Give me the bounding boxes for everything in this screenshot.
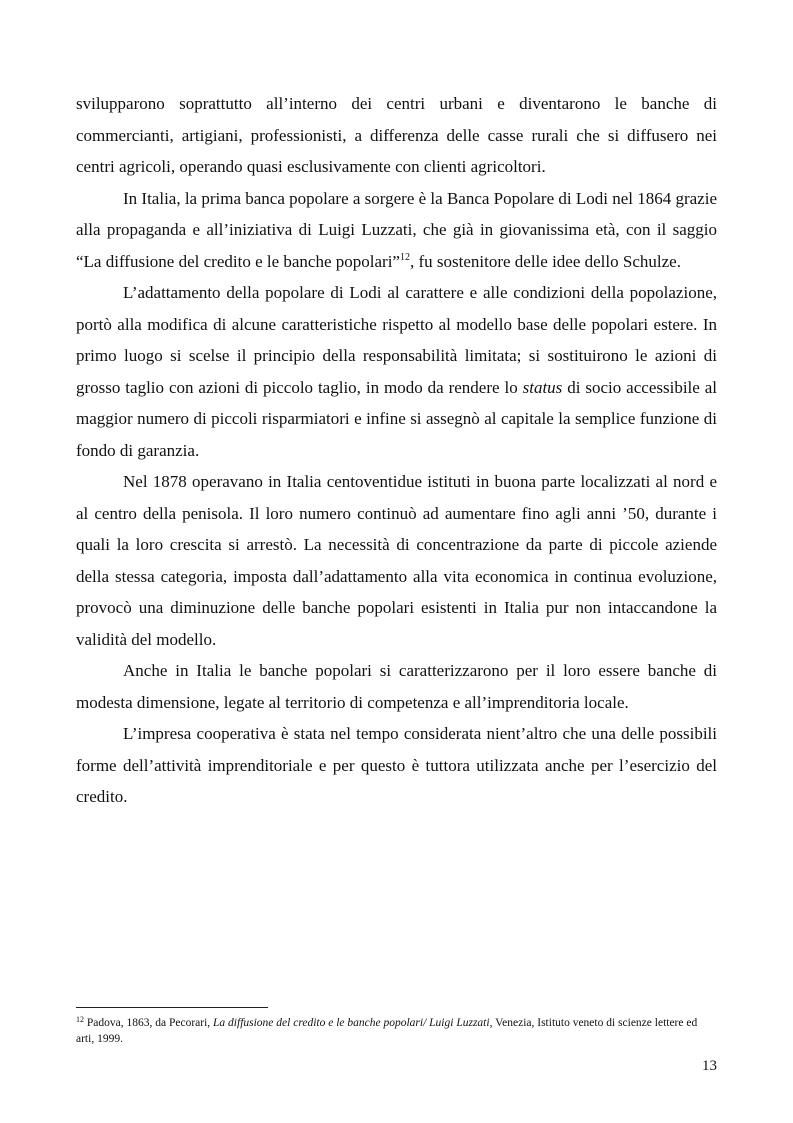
footnote-divider [76, 1007, 268, 1008]
footnote-reference[interactable]: 12 [399, 251, 410, 263]
paragraph-3 [76, 277, 717, 466]
paragraph-3-italic-term: status [522, 377, 563, 397]
footnote [76, 1015, 717, 1047]
paragraph-2-text-end: , fu sostenitore delle idee dello Schulze. [409, 251, 681, 271]
footnote-text: Padova, 1863, da Pecorari, [84, 1017, 214, 1029]
footnote-text-end: , Venezia, Istituto veneto di scienze lettere ed arti, 1999. [76, 1017, 698, 1045]
paragraph-2 [76, 183, 717, 278]
main-text [76, 88, 717, 813]
paragraph-1: svilupparono soprattutto all’interno dei centri urbani e diventarono le banche di commercianti, artigiani, professionisti, a differenza delle casse rurali che si diffusero nei centri agricoli, operando quasi esclusivamente con clienti agricoltori. [76, 94, 717, 176]
paragraph-3-text: L’adattamento della popolare di Lodi al carattere e alle condizioni della popolazione, portò alla modifica di alcune caratteristiche rispetto al modello base delle popolari estere. In primo luogo si scelse il principio della responsabilità limitata; si sostituirono le azioni di grosso taglio con azioni di piccolo taglio, in modo da rendere lo [76, 283, 717, 397]
paragraph-2-text: In Italia, la prima banca popolare a sorgere è la Banca Popolare di Lodi nel 1864 grazie alla propaganda e all’iniziativa di Luigi Luzzati, che già in giovanissima età, con il saggio “La diffusione del credito e le banche popolari” [76, 188, 717, 271]
paragraph-3-text-end: di socio accessibile al maggior numero di piccoli risparmiatori e infine si assegnò al capitale la semplice funzione di fondo di garanzia. [76, 377, 717, 460]
paragraph-6: L’impresa cooperativa è stata nel tempo considerata nient’altro che una delle possibili forme dell’attività imprenditoriale e per questo è tuttora utilizzata anche per l’esercizio del credito. [76, 724, 717, 806]
page-number: 13 [702, 1058, 717, 1074]
paragraph-4: Nel 1878 operavano in Italia centoventidue istituti in buona parte localizzati al nord e al centro della penisola. Il loro numero continuò ad aumentare fino agli anni ’50, durante i quali la loro crescita si arrestò. La necessità di concentrazione da parte di piccole aziende della stessa categoria, imposta dall’adattamento alla vita economica in continua evoluzione, provocò una diminuzione delle banche popolari esistenti in Italia pur non intaccandone la validità del modello. [76, 472, 717, 649]
footnote-number: 12 [76, 1015, 84, 1024]
paragraph-5: Anche in Italia le banche popolari si caratterizzarono per il loro essere banche di modesta dimensione, legate al territorio di competenza e all’imprenditoria locale. [76, 661, 717, 712]
footnote-title: La diffusione del credito e le banche popolari/ Luigi Luzzati [213, 1017, 490, 1029]
